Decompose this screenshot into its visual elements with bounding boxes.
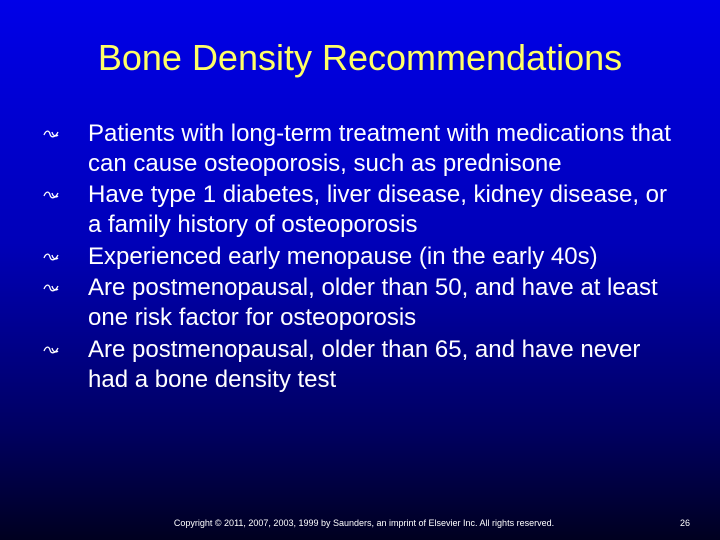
bullet-text: Experienced early menopause (in the early 40s) [88, 242, 598, 270]
bullet-text: Are postmenopausal, older than 50, and have at least one risk factor for osteoporosis [88, 274, 658, 332]
bullet-list [40, 119, 680, 396]
bullet-text: Patients with long-term treatment with medications that can cause osteoporosis, such as prednisone [88, 120, 671, 177]
script-flourish-icon [43, 253, 59, 262]
bullet-item [40, 273, 680, 333]
bullet-text: Have type 1 diabetes, liver disease, kidney disease, or a family history of osteoporosis [88, 181, 667, 239]
script-flourish-icon [43, 191, 59, 200]
bullet-item [40, 242, 680, 272]
script-flourish-icon [43, 130, 59, 139]
script-flourish-icon [43, 346, 59, 355]
bullet-text: Are postmenopausal, older than 65, and have never had a bone density test [88, 335, 641, 393]
slide-number: 26 [679, 518, 690, 528]
slide-title: Bone Density Recommendations [97, 37, 623, 78]
script-flourish-icon [43, 284, 59, 293]
bullet-item [40, 335, 680, 395]
bullet-item [40, 180, 680, 240]
footer-copyright: Copyright © 2011, 2007, 2003, 1999 by Saunders, an imprint of Elsevier Inc. All rights reserved. [173, 518, 555, 528]
bullet-item [40, 119, 680, 179]
